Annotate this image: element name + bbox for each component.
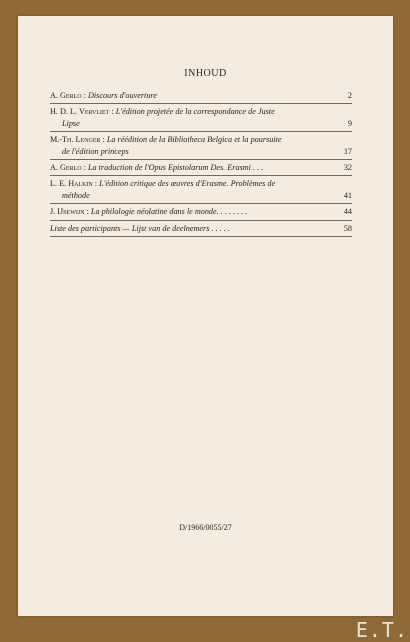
toc-entry [50, 162, 352, 173]
toc-author: A. Gerlo : [50, 91, 86, 100]
watermark: E.T. [355, 618, 408, 642]
toc-author: M.-Th. Lenger : [50, 135, 105, 145]
divider [50, 103, 352, 104]
toc-title-continued: méthode [62, 190, 90, 200]
divider [50, 203, 352, 204]
toc-entry [50, 206, 352, 217]
toc-entry [50, 106, 352, 129]
toc-entry [50, 90, 352, 101]
toc-entry [50, 178, 352, 201]
divider [50, 159, 352, 160]
toc-title-continued: Lipse [62, 118, 80, 128]
divider [50, 131, 352, 132]
divider [50, 220, 352, 221]
toc-entry [50, 134, 352, 157]
toc-page-number: 17 [343, 146, 352, 156]
toc-title: Discours d'ouverture [87, 91, 157, 100]
toc-title: L'édition projetée de la correspondance de Juste [115, 107, 275, 117]
legal-deposit-number: D/1966/0055/27 [179, 523, 232, 532]
toc-page-number: 58 [343, 223, 352, 233]
toc-page-number: 9 [347, 118, 352, 128]
toc-page-number: 2 [347, 91, 352, 100]
toc-title: La réédition de la Bibliotheca Belgica et la poursuite [106, 135, 282, 145]
toc-page-number: 41 [343, 190, 352, 200]
divider [50, 236, 352, 237]
toc-title: La traduction de l'Opus Epistolarum Des. Erasmi . . . [87, 163, 264, 173]
book-page [18, 16, 393, 616]
page-heading: INHOUD [184, 68, 227, 79]
toc-author: L. E. Halkin : [50, 179, 98, 189]
toc-author: J. IJsewijn : [50, 207, 89, 217]
toc-page-number: 32 [343, 163, 352, 173]
toc-title: Liste des participants — Lijst van de deelnemers . . . . . [50, 223, 230, 233]
toc-page-number: 44 [343, 207, 352, 217]
divider [50, 175, 352, 176]
toc-title: La philologie néolatine dans le monde. . . . . . . . [90, 207, 248, 217]
toc-entry [50, 223, 352, 234]
table-of-contents [50, 90, 352, 239]
toc-title-continued: de l'édition princeps [62, 146, 129, 156]
toc-author: A. Gerlo : [50, 163, 86, 173]
toc-title: L'édition critique des œuvres d'Erasme. Problèmes de [99, 179, 276, 189]
toc-author: H. D. L. Vervliet : [50, 107, 114, 117]
